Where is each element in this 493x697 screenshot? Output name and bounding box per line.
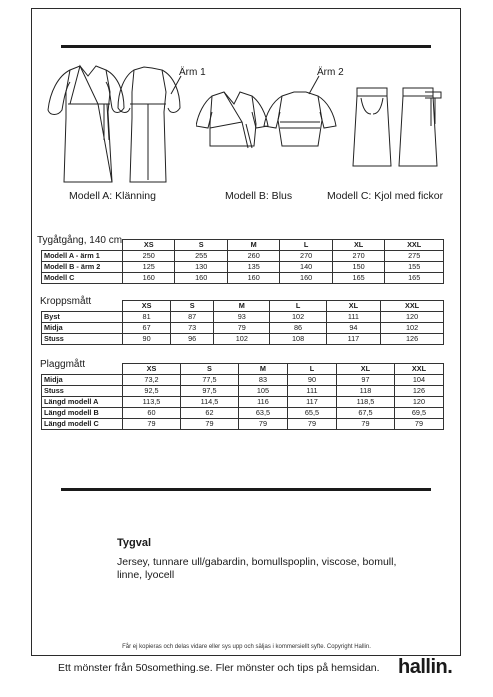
cell: 92,5 bbox=[123, 386, 181, 397]
cell: 135 bbox=[227, 262, 279, 273]
fabric-table bbox=[41, 239, 444, 284]
size-header: M bbox=[227, 240, 279, 251]
row-label: Modell B - ärm 2 bbox=[42, 262, 123, 273]
cell: 125 bbox=[123, 262, 175, 273]
size-header: L bbox=[280, 240, 332, 251]
cell: 275 bbox=[385, 251, 444, 262]
footer-text: Ett mönster från 50something.se. Fler mönster och tips på hemsidan. bbox=[58, 662, 380, 674]
sleeve-1-label: Ärm 1 bbox=[179, 67, 206, 78]
table-row bbox=[42, 262, 444, 273]
cell: 65,5 bbox=[287, 408, 336, 419]
cell: 105 bbox=[238, 386, 287, 397]
cell: 79 bbox=[123, 419, 181, 430]
cell: 79 bbox=[336, 419, 394, 430]
cell: 120 bbox=[381, 312, 444, 323]
row-label: Midja bbox=[42, 323, 123, 334]
cell: 96 bbox=[171, 334, 214, 345]
middle-rule bbox=[61, 488, 431, 491]
cell: 120 bbox=[394, 397, 443, 408]
sleeve-2-arrow bbox=[306, 74, 320, 98]
garment-measurements-title: Plaggmått bbox=[40, 359, 86, 370]
table-header-row bbox=[42, 364, 444, 375]
table-corner bbox=[42, 240, 123, 251]
table-row bbox=[42, 397, 444, 408]
body-measurements-title: Kroppsmått bbox=[40, 296, 92, 307]
cell: 270 bbox=[280, 251, 332, 262]
cell: 87 bbox=[171, 312, 214, 323]
cell: 86 bbox=[270, 323, 326, 334]
size-header: XXL bbox=[381, 301, 444, 312]
row-label: Byst bbox=[42, 312, 123, 323]
cell: 150 bbox=[332, 262, 384, 273]
cell: 160 bbox=[123, 273, 175, 284]
cell: 93 bbox=[214, 312, 270, 323]
row-label: Stuss bbox=[42, 334, 123, 345]
caption-model-b: Modell B: Blus bbox=[225, 190, 293, 202]
cell: 94 bbox=[326, 323, 380, 334]
table-row bbox=[42, 273, 444, 284]
size-header: XXL bbox=[394, 364, 443, 375]
fabric-choice-text: Jersey, tunnare ull/gabardin, bomullspoplin, viscose, bomull, linne, lyocell bbox=[117, 556, 397, 581]
cell: 117 bbox=[287, 397, 336, 408]
table-row bbox=[42, 312, 444, 323]
size-header: XL bbox=[332, 240, 384, 251]
row-label: Längd modell B bbox=[42, 408, 123, 419]
cell: 102 bbox=[270, 312, 326, 323]
table-row bbox=[42, 419, 444, 430]
size-header: S bbox=[180, 364, 238, 375]
cell: 140 bbox=[280, 262, 332, 273]
row-label: Längd modell A bbox=[42, 397, 123, 408]
size-header: XS bbox=[123, 364, 181, 375]
cell: 130 bbox=[175, 262, 227, 273]
cell: 160 bbox=[175, 273, 227, 284]
size-header: L bbox=[287, 364, 336, 375]
cell: 79 bbox=[214, 323, 270, 334]
cell: 160 bbox=[227, 273, 279, 284]
cell: 155 bbox=[385, 262, 444, 273]
cell: 255 bbox=[175, 251, 227, 262]
cell: 117 bbox=[326, 334, 380, 345]
table-row bbox=[42, 251, 444, 262]
cell: 165 bbox=[332, 273, 384, 284]
size-header: M bbox=[238, 364, 287, 375]
size-header: L bbox=[270, 301, 326, 312]
caption-model-c: Modell C: Kjol med fickor bbox=[327, 190, 444, 202]
cell: 126 bbox=[381, 334, 444, 345]
table-header-row bbox=[42, 240, 444, 251]
cell: 102 bbox=[381, 323, 444, 334]
table-corner bbox=[42, 364, 123, 375]
cell: 62 bbox=[180, 408, 238, 419]
cell: 79 bbox=[394, 419, 443, 430]
cell: 90 bbox=[123, 334, 171, 345]
top-rule bbox=[61, 45, 431, 48]
sleeve-1-arrow bbox=[168, 74, 182, 98]
cell: 160 bbox=[280, 273, 332, 284]
cell: 97 bbox=[336, 375, 394, 386]
cell: 108 bbox=[270, 334, 326, 345]
cell: 111 bbox=[326, 312, 380, 323]
table-corner bbox=[42, 301, 123, 312]
row-label: Midja bbox=[42, 375, 123, 386]
cell: 67 bbox=[123, 323, 171, 334]
fabric-table-title: Tygåtgång, 140 cm bbox=[37, 235, 123, 246]
table-row bbox=[42, 375, 444, 386]
cell: 118,5 bbox=[336, 397, 394, 408]
cell: 63,5 bbox=[238, 408, 287, 419]
cell: 97,5 bbox=[180, 386, 238, 397]
table-row bbox=[42, 386, 444, 397]
cell: 77,5 bbox=[180, 375, 238, 386]
cell: 111 bbox=[287, 386, 336, 397]
cell: 260 bbox=[227, 251, 279, 262]
size-header: XS bbox=[123, 301, 171, 312]
cell: 114,5 bbox=[180, 397, 238, 408]
cell: 81 bbox=[123, 312, 171, 323]
cell: 118 bbox=[336, 386, 394, 397]
sleeve-2-label: Ärm 2 bbox=[317, 67, 344, 78]
cell: 79 bbox=[238, 419, 287, 430]
copyright-notice: Får ej kopieras och delas vidare eller sys upp och säljas i kommersiellt syfte. Copyright Hallin. bbox=[122, 644, 371, 650]
size-header: XL bbox=[326, 301, 380, 312]
cell: 83 bbox=[238, 375, 287, 386]
cell: 102 bbox=[214, 334, 270, 345]
skirt-illustration bbox=[345, 86, 445, 168]
row-label: Modell C bbox=[42, 273, 123, 284]
size-header: S bbox=[171, 301, 214, 312]
cell: 60 bbox=[123, 408, 181, 419]
cell: 270 bbox=[332, 251, 384, 262]
cell: 67,5 bbox=[336, 408, 394, 419]
cell: 165 bbox=[385, 273, 444, 284]
table-header-row bbox=[42, 301, 444, 312]
row-label: Modell A - ärm 1 bbox=[42, 251, 123, 262]
size-header: M bbox=[214, 301, 270, 312]
fabric-choice-heading: Tygval bbox=[117, 537, 152, 549]
cell: 79 bbox=[180, 419, 238, 430]
cell: 73 bbox=[171, 323, 214, 334]
size-header: XXL bbox=[385, 240, 444, 251]
cell: 126 bbox=[394, 386, 443, 397]
cell: 113,5 bbox=[123, 397, 181, 408]
table-row bbox=[42, 408, 444, 419]
cell: 79 bbox=[287, 419, 336, 430]
cell: 116 bbox=[238, 397, 287, 408]
garment-measurements-table bbox=[41, 363, 444, 430]
cell: 69,5 bbox=[394, 408, 443, 419]
blouse-illustration bbox=[196, 88, 346, 156]
body-measurements-table bbox=[41, 300, 444, 345]
size-header: XL bbox=[336, 364, 394, 375]
size-header: S bbox=[175, 240, 227, 251]
table-row bbox=[42, 334, 444, 345]
cell: 250 bbox=[123, 251, 175, 262]
table-row bbox=[42, 323, 444, 334]
size-header: XS bbox=[123, 240, 175, 251]
hallin-logo: hallin. bbox=[398, 656, 453, 678]
cell: 73,2 bbox=[123, 375, 181, 386]
cell: 90 bbox=[287, 375, 336, 386]
row-label: Längd modell C bbox=[42, 419, 123, 430]
row-label: Stuss bbox=[42, 386, 123, 397]
caption-model-a: Modell A: Klänning bbox=[69, 190, 156, 202]
cell: 104 bbox=[394, 375, 443, 386]
